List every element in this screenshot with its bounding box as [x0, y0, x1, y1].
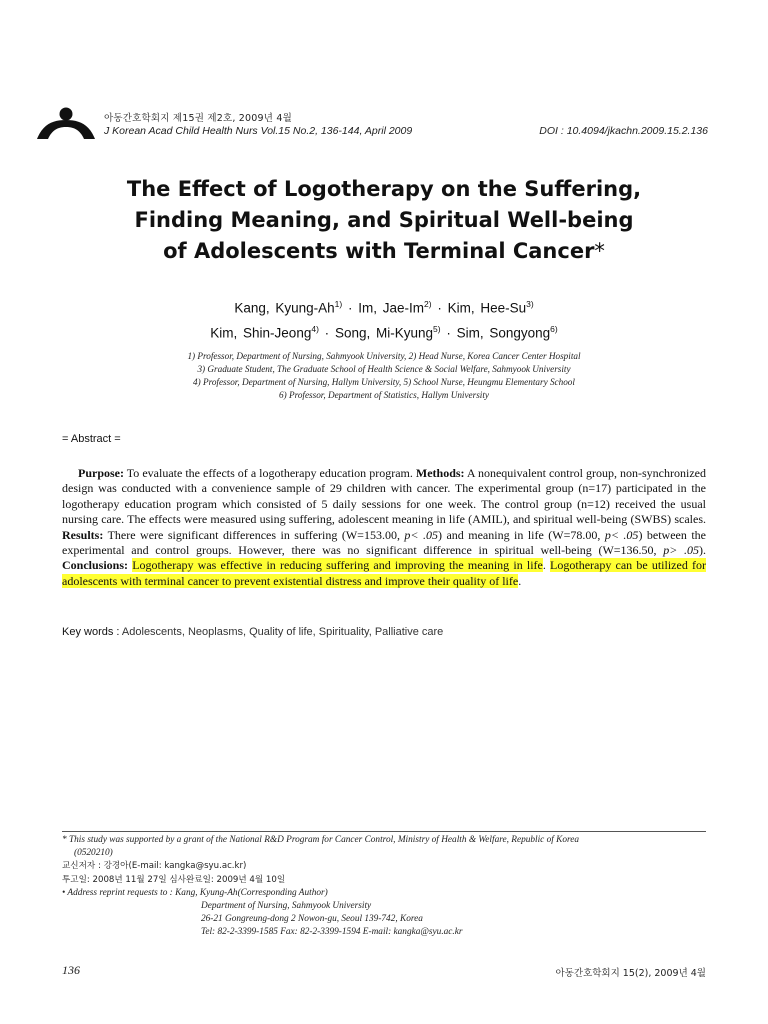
reprint-request: • Address reprint requests to : Kang, Kyung-Ah(Corresponding Author)	[62, 887, 328, 898]
p-symbol: p	[404, 527, 411, 542]
author-name: Song, Mi-Kyung	[334, 325, 433, 340]
keywords	[62, 626, 443, 638]
author-name: Kim, Hee-Su	[447, 300, 527, 316]
title-line-3: of Adolescents with Terminal Cancer	[163, 239, 595, 263]
results-text: ) between the experimental and control groups. However, there was no significant difference in spiritual well-being (W=136.50,	[62, 527, 707, 558]
funding-note: * This study was supported by a grant of the National R&D Program for Cancer Control, Ministry of Health & Welfare, Republic of Korea	[62, 835, 580, 845]
author-affiliation-mark: 4)	[311, 323, 319, 334]
author-affiliation-mark: 3)	[526, 299, 534, 309]
title-line-1: The Effect of Logotherapy on the Suffering,	[126, 177, 642, 201]
purpose-text: To evaluate the effects of a logotherapy education program.	[124, 466, 416, 480]
results-text: ) and meaning in life (W=78.00,	[438, 527, 605, 542]
title-line-2: Finding Meaning, and Spiritual Well-being	[134, 208, 634, 232]
conclusions-label: Conclusions:	[62, 558, 129, 573]
abstract-body	[62, 466, 706, 589]
footnotes	[62, 834, 712, 940]
author-affiliation-mark: 2)	[424, 299, 432, 309]
keywords-label: Key words :	[62, 626, 120, 638]
author-affiliation-mark: 1)	[334, 299, 343, 309]
p-value: < .05	[610, 527, 639, 542]
affiliation-list	[0, 350, 768, 402]
author-separator: ·	[437, 300, 442, 316]
methods-text: A nonequivalent control group, non-synchronized design was conducted with a convenience sample of 29 children with cancer. The experimental group (n=17) participated in the logotherapy education program which consisted of 5 daily sessions for one week. The control group (n=12) received the usual nursing care. The effects were measured using suffering, adolescent meaning in life (AMIL), and spiritual well-being (SWBS) scales.	[62, 466, 706, 527]
author-list	[0, 294, 768, 343]
journal-citation: J Korean Acad Child Health Nurs Vol.15 No.2, 136-144, April 2009	[104, 125, 413, 137]
author-affiliation-mark: 6)	[550, 323, 558, 334]
corresponding-author-korean: 교신저자 : 강경아(E-mail: kangka@syu.ac.kr)	[62, 861, 247, 872]
title-footnote-mark: *	[594, 239, 605, 263]
journal-korean-header: 아동간호학회지 제15권 제2호, 2009년 4월	[104, 113, 292, 124]
results-label: Results:	[62, 527, 104, 542]
purpose-label: Purpose:	[78, 466, 124, 480]
conclusion-period: .	[518, 573, 522, 588]
author-name: Im, Jae-Im	[358, 300, 424, 316]
affiliation-line: 1) Professor, Department of Nursing, Sahmyook University, 2) Head Nurse, Korea Cancer Center Hospital	[187, 351, 581, 361]
doi: DOI : 10.4094/jkachn.2009.15.2.136	[539, 125, 708, 137]
author-separator: ·	[347, 300, 353, 316]
p-value: > .05	[669, 543, 699, 558]
journal-logo-icon	[35, 106, 97, 140]
paper-title	[0, 174, 768, 267]
p-symbol: p	[604, 527, 611, 542]
author-name: Kang, Kyung-Ah	[234, 300, 335, 316]
author-affiliation-mark: 5)	[433, 323, 441, 334]
affiliation-line: 3) Graduate Student, The Graduate School of Health Science & Social Welfare, Sahmyook University	[197, 364, 571, 374]
highlighted-conclusion[interactable]: Logotherapy can be utilized for adolescents with terminal cancer to prevent existential distress and improve their quality of life	[62, 558, 706, 588]
author-name: Sim, Songyong	[456, 325, 551, 340]
contact-line: Tel: 82-2-3399-1585 Fax: 82-2-3399-1594 E-mail: kangka@syu.ac.kr	[201, 927, 463, 938]
conclusion-period: .	[542, 558, 546, 573]
author-separator: ·	[446, 325, 451, 340]
abstract-heading: = Abstract =	[62, 433, 121, 445]
affiliation-line: 4) Professor, Department of Nursing, Hallym University, 5) School Nurse, Heungmu Elementary School	[193, 377, 575, 387]
methods-label: Methods:	[415, 466, 465, 480]
funding-note-number: (0520210)	[74, 848, 113, 859]
submission-dates: 투고일: 2008년 11월 27일 심사완료일: 2009년 4월 10일	[62, 874, 286, 885]
journal-footer: 아동간호학회지 15(2), 2009년 4월	[555, 968, 706, 979]
author-separator: ·	[324, 325, 330, 340]
affiliation-line: 6) Professor, Department of Statistics, Hallym University	[279, 390, 489, 400]
highlighted-conclusion[interactable]: Logotherapy was effective in reducing suffering and improving the meaning in life	[132, 558, 543, 573]
keywords-values: Adolescents, Neoplasms, Quality of life, Spirituality, Palliative care	[121, 626, 444, 638]
address-line: Department of Nursing, Sahmyook University	[201, 901, 372, 912]
results-text: There were significant differences in suffering (W=153.00,	[103, 527, 405, 542]
footnote-divider	[62, 831, 706, 832]
p-value: < .05	[410, 527, 438, 542]
results-text: ).	[698, 543, 706, 558]
p-symbol: p	[663, 543, 670, 558]
author-name: Kim, Shin-Jeong	[210, 325, 312, 340]
page-number: 136	[62, 963, 80, 977]
address-line: 26-21 Gongreung-dong 2 Nowon-gu, Seoul 139-742, Korea	[201, 914, 423, 925]
